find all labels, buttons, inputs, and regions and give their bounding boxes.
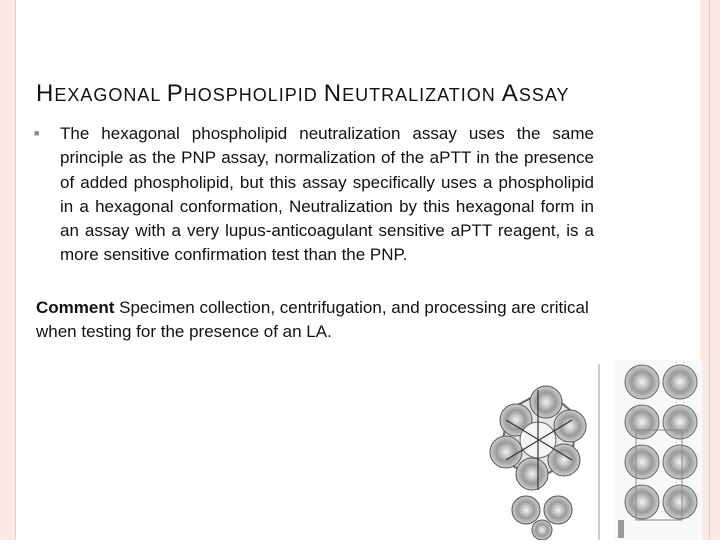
title-rest-2: HOSPHOLIPID [183,85,324,105]
comment-label: Comment [36,298,115,317]
hexagonal-structure-image [476,360,702,540]
bullet-icon: ■ [34,128,40,138]
bullet-item [34,122,594,268]
hexagonal-phase-illustration [476,360,702,540]
right-hexagonal-array [614,360,702,540]
title-cap-1: H [36,80,55,107]
title-rest-1: EXAGONAL [54,85,167,105]
slide-title [36,80,570,108]
comment-text: Specimen collection, centrifugation, and processing are critical when testing for the presence of an LA. [36,298,589,342]
title-cap-2: P [166,80,184,107]
bullet-text: The hexagonal phospholipid neutralization assay uses the same principle as the PNP assay, normalization of the aPTT in the presence of added phospholipid, but this assay specifically uses a phospholipid in a hexagonal conformation, Neutralization by this hexagonal form in an assay with a very lupus-anticoagulant sensitive aPTT reagent, is a more sensitive confirmation test than the PNP. [60,124,594,265]
title-rest-3: EUTRALIZATION [342,85,502,105]
left-micelle-cluster [490,386,586,540]
right-frame-band [700,0,720,540]
title-rest-4: SSAY [518,85,570,105]
comment-paragraph [36,296,596,345]
right-frame-line [709,0,710,540]
title-cap-3: N [323,80,343,107]
left-frame-line [15,0,16,540]
title-cap-4: A [501,80,519,107]
left-frame-band [0,0,16,540]
